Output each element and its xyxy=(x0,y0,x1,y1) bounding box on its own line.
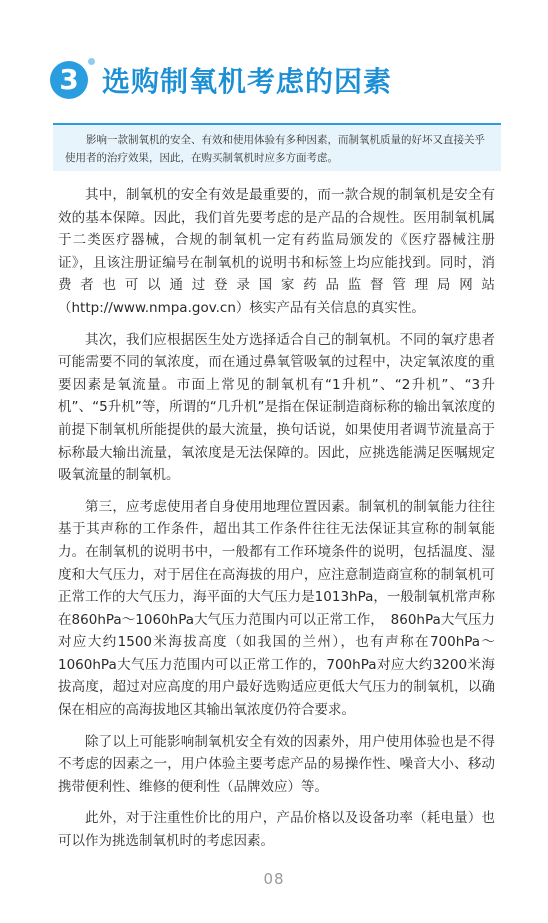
intro-box xyxy=(53,123,501,171)
intro-text: 影响一款制氧机的安全、有效和使用体验有多种因素，而制氧机质量的好坏又直接关乎使用者的治疗效果，因此，在购买制氧机时应多方面考虑。 xyxy=(65,134,485,164)
paragraph-prescription: 其次，我们应根据医生处方选择适合自己的制氧机。不同的氧疗患者可能需要不同的氧浓度，而在通过鼻氧管吸氧的过程中，决定氧浓度的重要因素是氧流量。市面上常见的制氧机有“1升机”、“2升机”、“3升机”、“5升机”等，所谓的“几升机”是指在保证制造商标称的输出氧浓度的前提下制氧机所能提供的最大流量，换句话说，如果使用者调节流量高于标称最大输出流量，氧浓度是无法保障的。因此，应挑选能满足医嘱规定吸氧流量的制氧机。 xyxy=(58,331,495,484)
section-title: 选购制氧机考虑的因素 xyxy=(102,65,393,98)
section-number: 3 xyxy=(59,63,79,96)
body-text xyxy=(58,184,495,862)
paragraph-compliance: 其中，制氧机的安全有效是最重要的，而一款合规的制氧机是安全有效的基本保障。因此，我们首先要考虑的是产品的合规性。医用制氧机属于二类医疗器械，合规的制氧机一定有药监局颁发的《医疗器械注册证》，且该注册证编号在制氧机的说明书和标签上均应能找到。同时，消费者也可以通过登录国家药品监督管理局网站（http://www.nmpa.gov.cn）核实产品有关信息的真实性。 xyxy=(58,187,495,316)
page-number: 08 xyxy=(263,870,285,888)
decorative-dot xyxy=(88,58,95,65)
section-heading xyxy=(50,58,392,102)
paragraph-cost: 此外，对于注重性价比的用户，产品价格以及设备功率（耗电量）也可以作为挑选制氧机时的考虑因素。 xyxy=(58,810,495,850)
section-number-badge xyxy=(50,61,88,99)
paragraph-altitude: 第三，应考虑使用者自身使用地理位置因素。制氧机的制氧能力往往基于其声称的工作条件，超出其工作条件往往无法保证其宣称的制氧能力。在制氧机的说明书中，一般都有工作环境条件的说明，包括温度、湿度和大气压力，对于居住在高海拔的用户，应注意制造商宣称的制氧机可正常工作的大气压力，海平面的大气压力是1013hPa，一般制氧机常声称在860hPa～1060hPa大气压力范围内可以正常工作， 860hPa大气压力对应大约1500米海拔高度（如我国的兰州），也有声称在700hPa～1060hPa大气压力范围内可以正常工作的，700hPa对应大约3200米海拔高度，超过对应高度的用户最好选购适应更低大气压力的制氧机，以确保在相应的高海拔地区其输出氧浓度仍符合要求。 xyxy=(58,498,495,719)
paragraph-user-experience: 除了以上可能影响制氧机安全有效的因素外，用户使用体验也是不得不考虑的因素之一，用户体验主要考虑产品的易操作性、噪音大小、移动携带便利性、维修的便利性（品牌效应）等。 xyxy=(58,733,495,795)
